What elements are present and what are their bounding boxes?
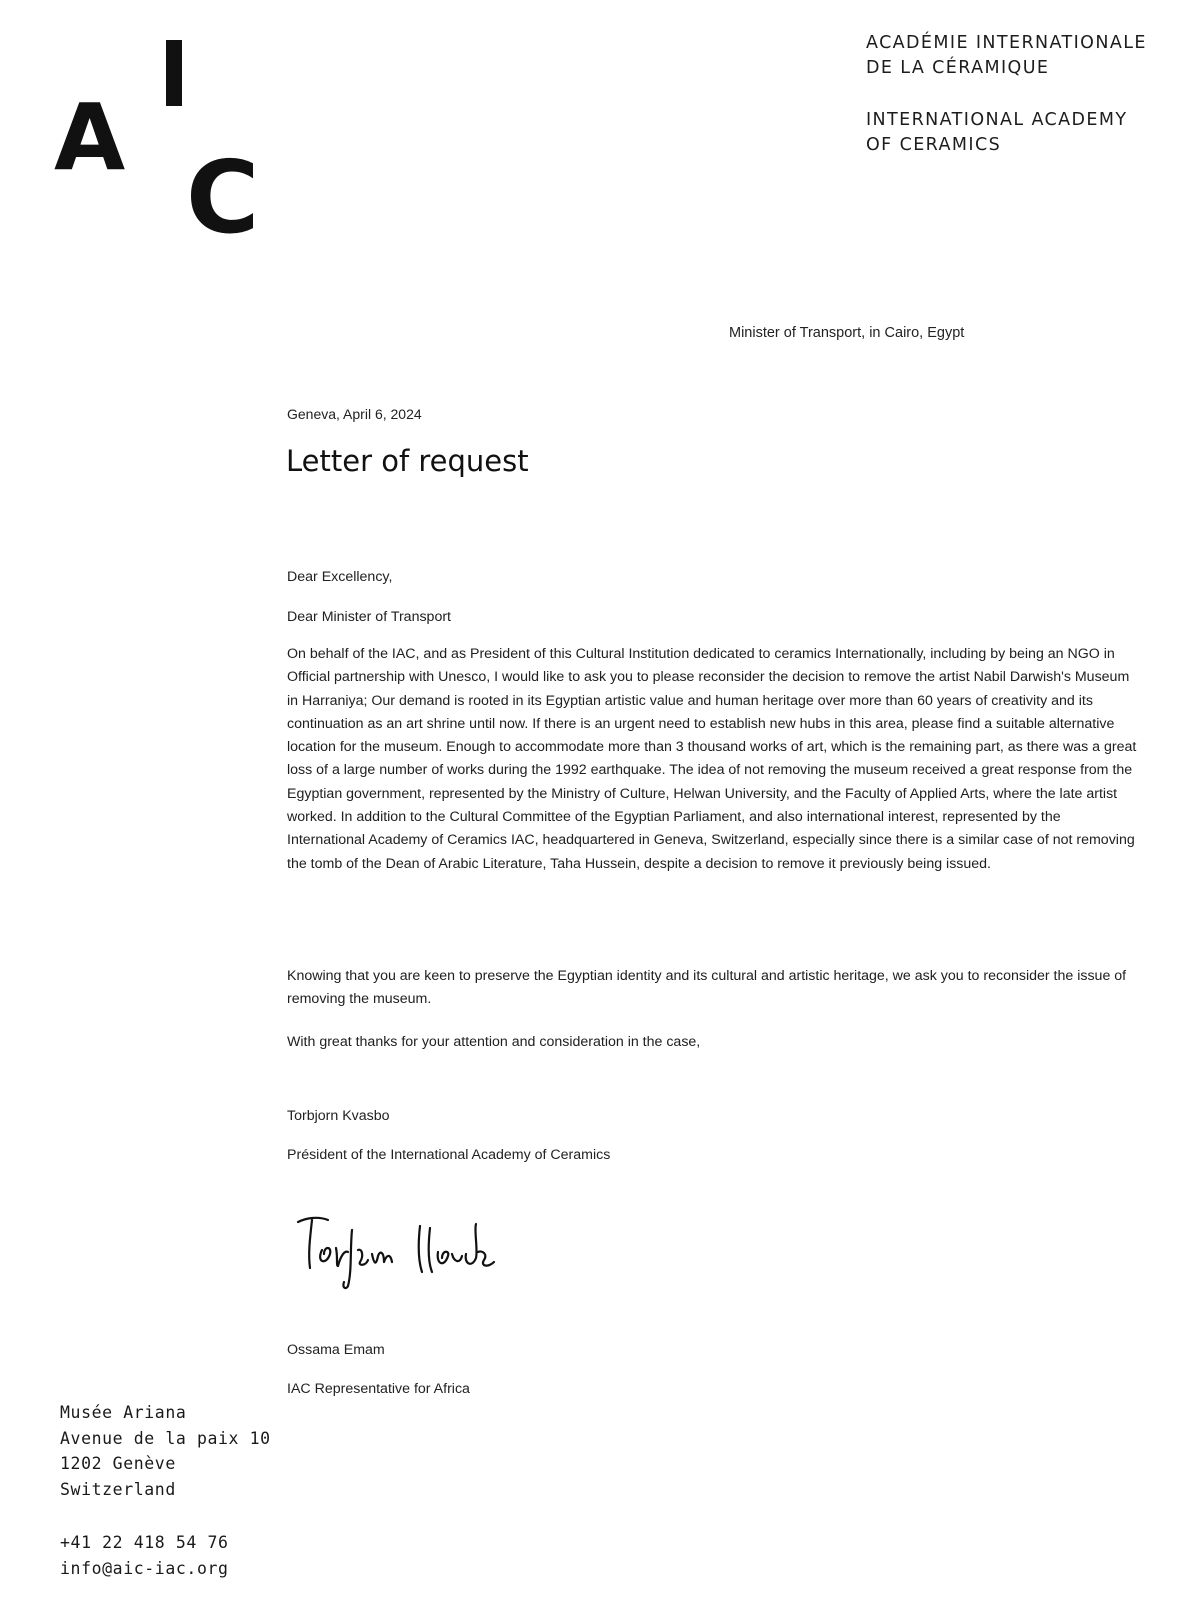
signatory-title: Président of the International Academy of Ceramics — [287, 1147, 611, 1163]
logo-letter-c: C — [186, 139, 260, 256]
signatory-name: Torbjorn Kvasbo — [287, 1108, 390, 1124]
address-line-1: Musée Ariana — [60, 1403, 187, 1422]
institution-en-line2: OF CERAMICS — [866, 135, 1002, 155]
postal-address — [60, 1400, 271, 1502]
closing-line: With great thanks for your attention and consideration in the case, — [287, 1034, 701, 1050]
institution-name-english — [866, 108, 1127, 158]
body-paragraph-1: On behalf of the IAC, and as President of this Cultural Institution dedicated to ceramics Internationally, including by being an NGO in Official partnership with Unesco, I would like to ask you to please reconsider the decision to remove the artist Nabil Darwish's Museum in Harraniya; Our demand is rooted in its Egyptian artistic value and human heritage over more than 60 years of creativity and its continuation as an art shrine until now. If there is an urgent need to establish new hubs in this area, please find a suitable alternative location for the museum. Enough to accommodate more than 3 thousand works of art, which is the remaining part, as there was a great loss of a large number of works during the 1992 earthquake. The idea of not removing the museum received a great response from the Egyptian government, represented by the Ministry of Culture, Helwan University, and the Faculty of Applied Arts, where the late artist worked. In addition to the Cultural Committee of the Egyptian Parliament, and also international interest, represented by the International Academy of Ceramics IAC, headquartered in Geneva, Switzerland, especially since there is a similar case of not removing the tomb of the Dean of Arabic Literature, Taha Hussein, despite a decision to remove it previously being issued. — [287, 646, 1137, 872]
institution-fr-line1: ACADÉMIE INTERNATIONALE — [866, 33, 1147, 53]
handwritten-signature — [292, 1210, 532, 1295]
phone-number: +41 22 418 54 76 — [60, 1533, 229, 1552]
body-paragraph-2: Knowing that you are keen to preserve the Egyptian identity and its cultural and artistic heritage, we ask you to reconsider the issue of removing the museum. — [287, 968, 1127, 1008]
representative-name: Ossama Emam — [287, 1342, 385, 1358]
address-line-4: Switzerland — [60, 1479, 176, 1499]
salutation-minister: Dear Minister of Transport — [287, 609, 452, 625]
logo-letter-a: A — [54, 84, 126, 191]
salutation-excellency: Dear Excellency, — [287, 569, 393, 585]
representative-title: IAC Representative for Africa — [287, 1381, 470, 1397]
institution-en-line1: INTERNATIONAL ACADEMY — [866, 110, 1128, 130]
address-line-2: Avenue de la paix 10 — [60, 1428, 271, 1448]
letter-date: Geneva, April 6, 2024 — [287, 406, 422, 422]
institution-name-french — [866, 31, 1147, 81]
logo-letter-i — [166, 40, 182, 106]
email-address: info@aic-iac.org — [60, 1558, 229, 1578]
letter-title: Letter of request — [286, 444, 529, 478]
institution-fr-line2: DE LA CÉRAMIQUE — [866, 58, 1050, 78]
contact-info — [60, 1530, 229, 1581]
recipient-line: Minister of Transport, in Cairo, Egypt — [729, 325, 965, 341]
address-line-3: 1202 Genève — [60, 1454, 176, 1473]
